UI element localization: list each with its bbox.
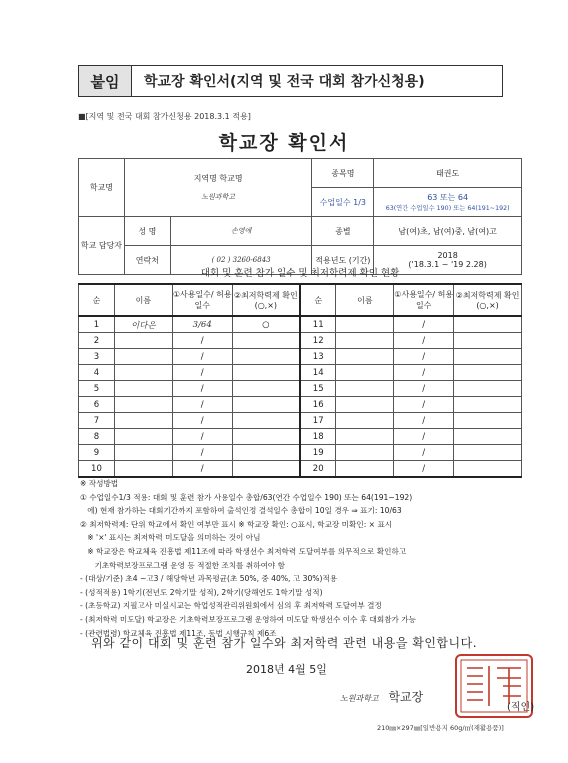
region-school-label: 지역명 학교명 <box>193 174 243 183</box>
row-days: / <box>172 397 232 413</box>
period-range: ('18.3.1 ~ '19 2.28) <box>408 260 487 269</box>
row-name <box>114 333 172 349</box>
row-no: 2 <box>79 333 115 349</box>
row-name <box>336 365 394 381</box>
document-title: 학교장 확인서 <box>218 132 350 154</box>
row-no: 3 <box>79 349 115 365</box>
period-year: 2018 <box>437 251 458 260</box>
row-check <box>454 397 522 413</box>
row-days: / <box>172 413 232 429</box>
row-check <box>454 333 522 349</box>
teacher-name-label: 성 명 <box>124 217 170 246</box>
row-check <box>454 413 522 429</box>
note-line: ※ 작성방법 <box>80 479 119 488</box>
row-no: 4 <box>79 365 115 381</box>
row-days: / <box>394 445 454 461</box>
participation-table <box>78 283 522 478</box>
row-check <box>232 397 300 413</box>
row-check <box>454 381 522 397</box>
row-check <box>232 445 300 461</box>
row-no: 13 <box>300 349 336 365</box>
row-name <box>336 461 394 478</box>
note-line: ※ '×' 표시는 최저학력 미도달을 의미하는 것이 아님 <box>80 533 261 543</box>
school-days-cell <box>374 188 522 217</box>
category-value: 남(여)초, 남(여)중, 남(여)고 <box>374 217 522 246</box>
row-check <box>232 429 300 445</box>
note-line: - (관련법령) 학교체육 진흥법 제11조, 동법 시행규칙 제6조 <box>80 628 277 638</box>
row-days: / <box>394 333 454 349</box>
header-name: 이름 <box>114 284 172 316</box>
row-no: 8 <box>79 429 115 445</box>
teacher-name-value: 손영애 <box>170 217 312 246</box>
header-no: 순 <box>79 284 115 316</box>
signer-title: 학교장 <box>388 690 424 704</box>
school-info-table <box>78 158 522 275</box>
signer-school-handwritten: 노원과학고 <box>340 694 379 703</box>
writing-instructions <box>80 477 525 640</box>
table-header-row <box>79 284 522 316</box>
row-days: / <box>172 445 232 461</box>
row-check <box>232 461 300 478</box>
row-no: 14 <box>300 365 336 381</box>
note-line: 기초학력보장프로그램 운영 등 적절한 조치를 취하여야 함 <box>80 560 286 570</box>
row-days: / <box>394 349 454 365</box>
contact-value: ( 02 ) 3260-6843 <box>170 246 312 275</box>
table-row <box>79 445 522 461</box>
row-no: 19 <box>300 445 336 461</box>
row-no: 18 <box>300 429 336 445</box>
row-check <box>454 365 522 381</box>
row-check <box>232 349 300 365</box>
table-row <box>79 381 522 397</box>
row-days: / <box>172 381 232 397</box>
school-days-note: 63(연간 수업일수 190) 또는 64(191~192) <box>385 205 510 212</box>
row-days: / <box>172 349 232 365</box>
row-no: 6 <box>79 397 115 413</box>
row-name <box>114 381 172 397</box>
row-no: 10 <box>79 461 115 478</box>
table-row <box>79 461 522 478</box>
signer-line <box>340 688 423 705</box>
row-no: 7 <box>79 413 115 429</box>
header-check: ②최저학력제 확인(○,×) <box>454 284 522 316</box>
issue-date: 2018년 4월 5일 <box>246 663 327 676</box>
event-value: 태권도 <box>374 159 522 188</box>
row-name <box>114 461 172 478</box>
table-row <box>79 316 522 333</box>
paper-spec-footer: 210㎜×297㎜[일반용지 60g/㎡(재활용품)] <box>377 724 504 732</box>
row-check <box>232 381 300 397</box>
row-no: 17 <box>300 413 336 429</box>
row-no: 11 <box>300 316 336 333</box>
header-no: 순 <box>300 284 336 316</box>
row-days: / <box>172 365 232 381</box>
row-name <box>336 429 394 445</box>
row-name <box>336 316 394 333</box>
row-name <box>336 413 394 429</box>
row-check <box>454 445 522 461</box>
row-no: 5 <box>79 381 115 397</box>
row-days: / <box>394 413 454 429</box>
attachment-banner <box>78 65 503 97</box>
category-label: 종별 <box>312 217 374 246</box>
row-days: / <box>172 429 232 445</box>
confirmation-statement: 위와 같이 대회 및 훈련 참가 일수와 최저학력 관련 내용을 확인합니다. <box>90 636 478 650</box>
row-check: ○ <box>232 316 300 333</box>
row-no: 9 <box>79 445 115 461</box>
row-no: 16 <box>300 397 336 413</box>
school-name-cell <box>124 159 312 217</box>
row-no: 12 <box>300 333 336 349</box>
row-check <box>454 461 522 478</box>
region-school-value: 노원과학고 <box>201 193 236 201</box>
note-line: ① 수업일수1/3 적용: 대회 및 훈련 참가 사용일수 총합/63(연간 수업일수 190) 또는 64(191~192) <box>80 492 413 502</box>
table-row <box>79 413 522 429</box>
row-name <box>336 445 394 461</box>
header-days: ①사용일수/ 허용일수 <box>394 284 454 316</box>
event-label: 종목명 <box>312 159 374 188</box>
row-days: / <box>394 397 454 413</box>
row-days: / <box>394 429 454 445</box>
row-name <box>114 445 172 461</box>
table-row <box>79 333 522 349</box>
school-days-value: 63 또는 64 <box>427 193 469 202</box>
contact-label: 연락처 <box>124 246 170 275</box>
note-line: - (초등학교) 지필고사 미실시교는 학업성적관리위원회에서 심의 후 최저학력 도달여부 결정 <box>80 601 382 611</box>
note-line: ② 최저학력제: 단위 학교에서 확인 여부만 표시 ※ 학교장 확인: ○표시, 학교장 미확인: × 표시 <box>80 519 393 529</box>
header-days: ①사용일수/ 허용일수 <box>172 284 232 316</box>
school-name-label: 학교명 <box>79 159 125 217</box>
school-days-label: 수업일수 1/3 <box>312 188 374 217</box>
row-days: / <box>394 461 454 478</box>
row-name <box>336 397 394 413</box>
row-no: 20 <box>300 461 336 478</box>
note-line: 에) 현재 참가하는 대회기간까지 포함하여 출석인정 결석일수 총합이 10일 경우 ⇒ 표기: 10/63 <box>80 506 402 516</box>
period-label: 적용년도 (기간) <box>312 246 374 275</box>
row-name <box>114 413 172 429</box>
attachment-badge: 붙임 <box>79 66 132 96</box>
note-line: - (최저학력 미도달) 학교장은 기초학력보장프로그램 운영하여 미도달 학생선수 이수 후 대회참가 가능 <box>80 614 416 624</box>
table-row <box>79 365 522 381</box>
row-no: 15 <box>300 381 336 397</box>
row-days: / <box>172 333 232 349</box>
section-title: 대회 및 훈련 참가 일수 및 최저학력제 확인 현황 <box>200 268 400 279</box>
row-days: 3/64 <box>172 316 232 333</box>
table-row <box>79 397 522 413</box>
row-check <box>454 349 522 365</box>
banner-title: 학교장 확인서(지역 및 전국 대회 참가신청용) <box>144 74 425 90</box>
note-line: ※ 학교장은 학교체육 진흥법 제11조에 따라 학생선수 최저학력 도달여부를 의무적으로 확인하고 <box>80 546 407 556</box>
row-check <box>454 429 522 445</box>
row-check <box>232 365 300 381</box>
row-check <box>454 316 522 333</box>
row-name <box>114 349 172 365</box>
row-name <box>336 333 394 349</box>
teacher-label: 학교 담당자 <box>79 217 125 275</box>
row-no: 1 <box>79 316 115 333</box>
row-days: / <box>394 316 454 333</box>
row-name <box>114 365 172 381</box>
header-name: 이름 <box>336 284 394 316</box>
row-days: / <box>172 461 232 478</box>
row-check <box>232 333 300 349</box>
note-line: - (성적적용) 1학기(전년도 2학기말 성적), 2학기(당해연도 1학기말 성적) <box>80 587 323 597</box>
note-line: - (대상/기준) 초4 ~고3 / 해당학년 과목평균(초 50%, 중 40%, 고 30%)적용 <box>80 574 338 584</box>
row-name <box>336 381 394 397</box>
row-name <box>336 349 394 365</box>
applicability-note: ■[지역 및 전국 대회 참가신청용 2018.3.1 적용] <box>78 112 251 121</box>
table-row <box>79 429 522 445</box>
row-name <box>114 397 172 413</box>
table-row <box>79 349 522 365</box>
row-days: / <box>394 365 454 381</box>
row-name: 이다은 <box>114 316 172 333</box>
row-days: / <box>394 381 454 397</box>
row-name <box>114 429 172 445</box>
seal-label: (직인) <box>507 702 535 713</box>
header-check: ②최저학력제 확인(○,×) <box>232 284 300 316</box>
row-check <box>232 413 300 429</box>
